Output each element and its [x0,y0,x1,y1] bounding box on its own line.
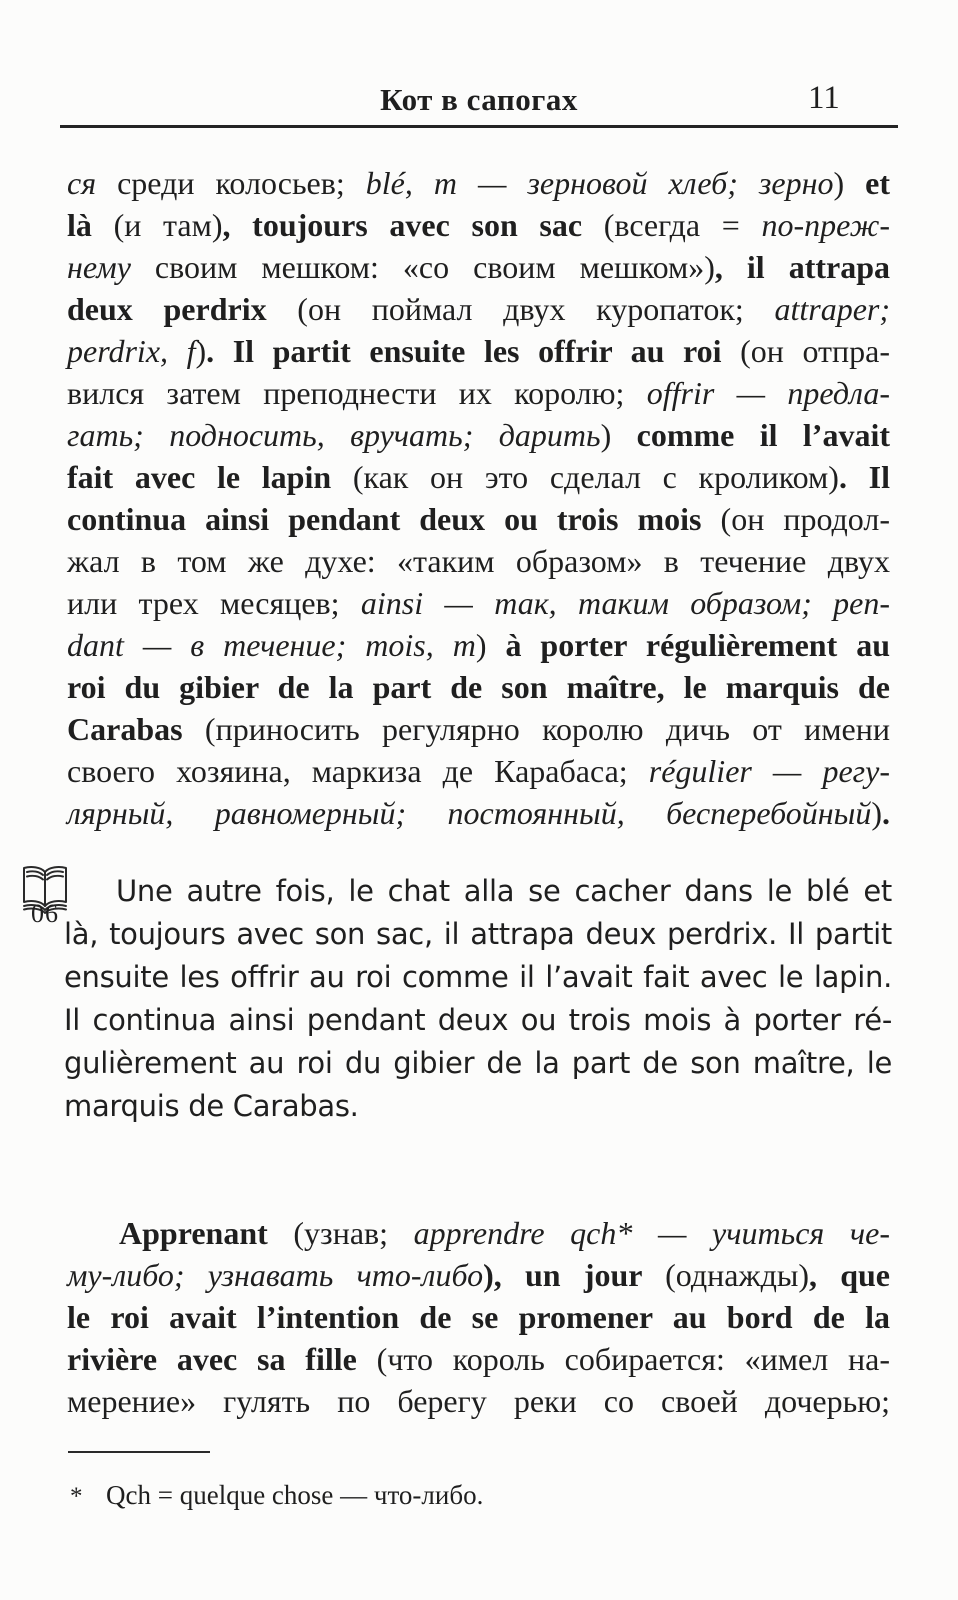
text-line: fait avec le lapin (как он это сделал с кроликом). Il [67,459,891,495]
text-line: му-либо; узнавать что-либо), un jour (однажды), que [67,1257,891,1293]
plain-french-paragraph [64,870,892,1128]
text-line: лярный, равномерный; постоянный, бесперебойный). [67,795,890,831]
header-rule [60,125,898,128]
footnote-marker: * [70,1483,83,1510]
text-line: гать; подносить, вручать; дарить) comme il l’avait [67,417,891,453]
frank-gloss-paragraph-2 [67,1212,890,1422]
text-line: Une autre fois, le chat alla se cacher dans le blé et [116,874,892,908]
text-line: gulièrement au roi du gibier de la part de son maître, le [64,1046,892,1080]
text-line: жал в том же духе: «таким образом» в течение двух [67,543,890,579]
page-number: 11 [808,80,840,116]
text-line: или трех месяцев; ainsi — так, таким образом; pen- [67,585,890,621]
footnote-text: Qch = quelque chose — что-либо. [106,1480,484,1510]
text-line: le roi avait l’intention de se promener au bord de la [67,1299,890,1335]
text-line: là (и там), toujours avec son sac (всегда = по-преж- [67,207,890,243]
audio-track-number: 06 [31,899,59,928]
text-line: ensuite les offrir au roi comme il l’avait fait avec le lapin. [64,960,892,994]
text-line: continua ainsi pendant deux ou trois mois (он продол- [67,501,891,537]
text-line: deux perdrix (он поймал двух куропаток; attraper; [67,291,891,327]
text-line: Il continua ainsi pendant deux ou trois mois à porter ré- [64,1003,892,1037]
text-line: roi du gibier de la part de son maître, le marquis de [67,669,890,705]
frank-gloss-paragraph-1 [67,162,890,834]
footnote [70,1480,770,1511]
text-line: Apprenant (узнав; apprendre qch* — учиться че- [119,1215,890,1251]
text-line: нему своим мешком: «со своим мешком»), il attrapa [67,249,890,285]
text-line: là, toujours avec son sac, il attrapa deux perdrix. Il partit [64,917,892,951]
text-line: Carabas (приносить регулярно королю дичь от имени [67,711,891,747]
text-line: dant — в течение; mois, m) à porter régulièrement au [67,627,891,663]
text-line: ся среди колосьев; blé, m — зерновой хлеб; зерно) et [67,165,891,201]
text-line: своего хозяина, маркиза де Карабаса; régulier — регу- [67,753,891,789]
footnote-rule [68,1451,210,1453]
text-line: rivière avec sa fille (что король собирается: «имел на- [67,1341,891,1377]
text-line: marquis de Carabas. [64,1089,359,1123]
running-header-title: Кот в сапогах [380,82,578,117]
text-line: вился затем преподнести их королю; offrir — предла- [67,375,891,411]
text-line: perdrix, f). Il partit ensuite les offrir au roi (он отпра- [67,333,891,369]
text-line: мерение» гулять по берегу реки со своей дочерью; [67,1383,890,1419]
